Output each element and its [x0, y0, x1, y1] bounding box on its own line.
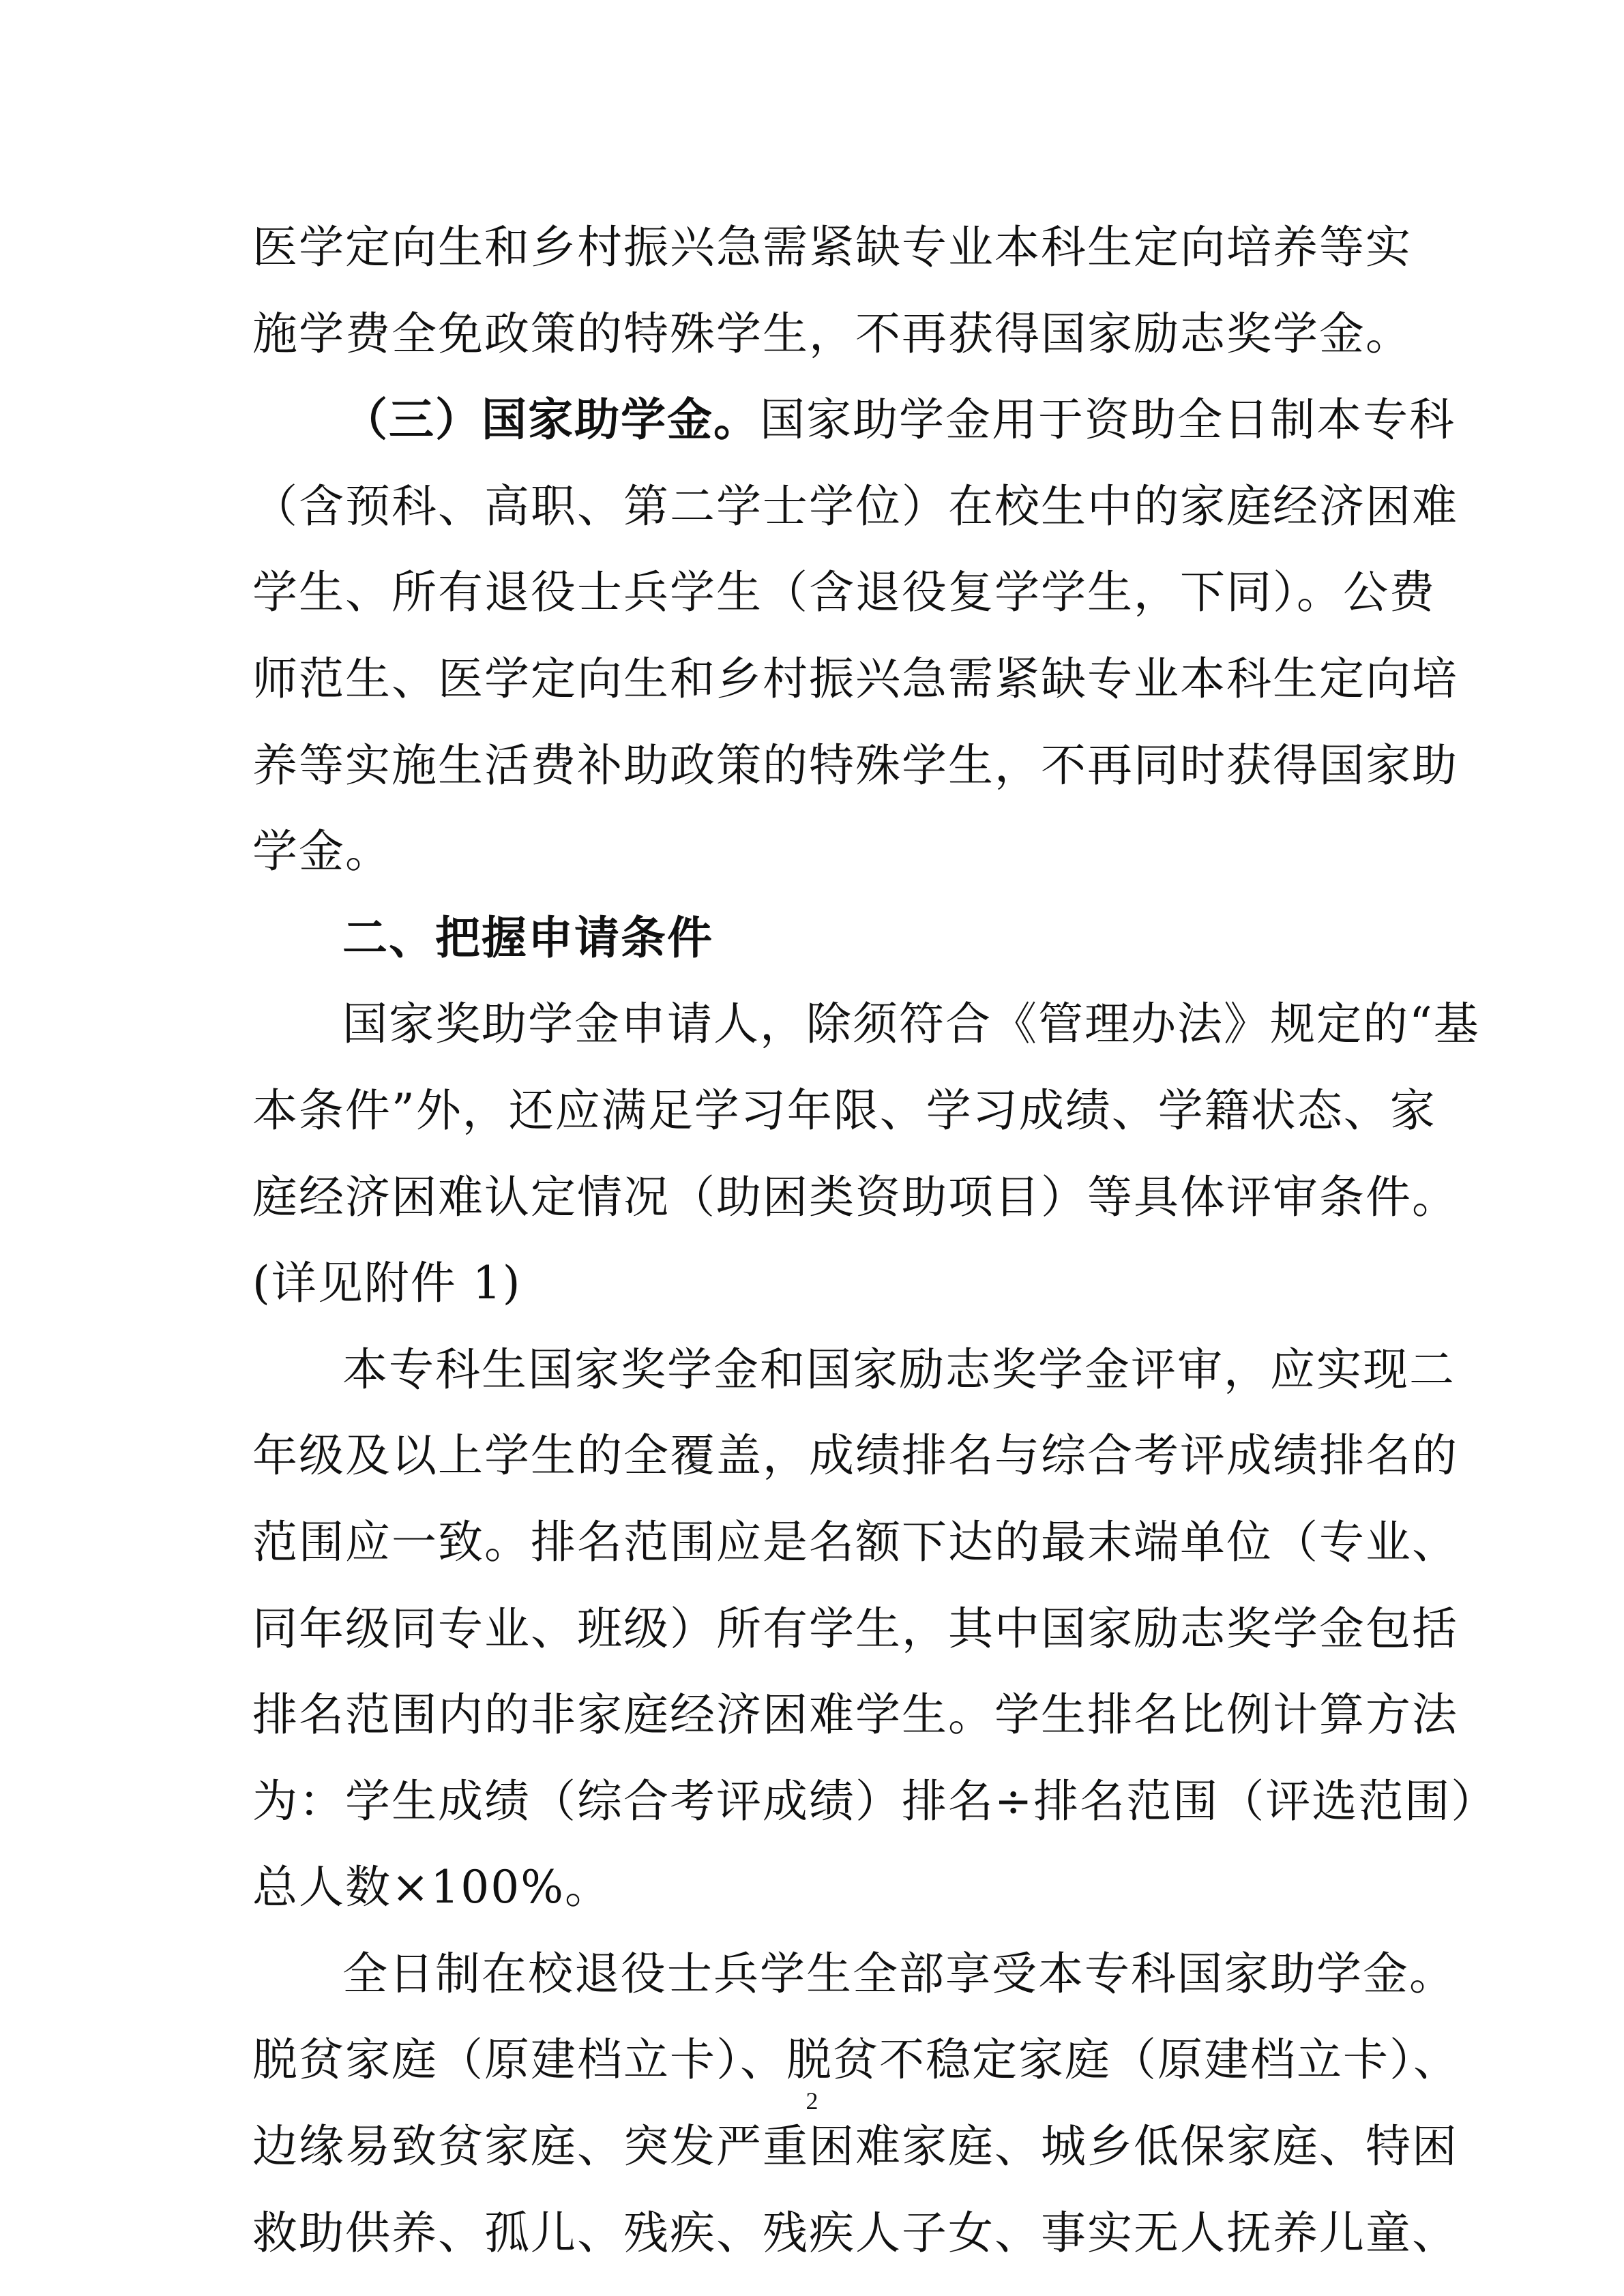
- text-line: 养等实施生活费补助政策的特殊学生，不再同时获得国家助: [252, 739, 1458, 792]
- section-text: 国家助学金用于资助全日制本专科: [760, 393, 1456, 447]
- text-line: 救助供养、孤儿、残疾、残疾人子女、事实无人抚养儿童、: [252, 2206, 1458, 2259]
- paragraph-conditions: [252, 981, 1480, 1326]
- text-line: 边缘易致贫家庭、突发严重困难家庭、城乡低保家庭、特困: [252, 2120, 1458, 2173]
- text-line: 医学定向生和乡村振兴急需紧缺专业本科生定向培养等实: [252, 221, 1412, 273]
- text-line: 总人数×100%。: [252, 1861, 611, 1914]
- text-line: 排名范围内的非家庭经济困难学生。学生排名比例计算方法: [252, 1688, 1458, 1742]
- text-line: 施学费全免政策的特殊学生，不再获得国家励志奖学金。: [252, 307, 1412, 360]
- text-line: 本专科生国家奖学金和国家励志奖学金评审，应实现二: [342, 1343, 1456, 1396]
- text-line: [252, 377, 1456, 464]
- text-line: （含预科、高职、第二学士学位）在校生中的家庭经济困难: [252, 479, 1458, 533]
- text-line: 师范生、医学定向生和乡村振兴急需紧缺专业本科生定向培: [252, 652, 1458, 705]
- text-line: 全日制在校退役士兵学生全部享受本专科国家助学金。: [342, 1947, 1456, 2000]
- text-line: 年级及以上学生的全覆盖，成绩排名与综合考评成绩排名的: [252, 1429, 1458, 1482]
- text-line: 脱贫家庭（原建档立卡）、脱贫不稳定家庭（原建档立卡）、: [252, 2033, 1460, 2087]
- text-line: 学金。: [252, 825, 392, 878]
- section-number: （三）: [342, 393, 482, 447]
- text-line: 为：学生成绩（综合考评成绩）排名÷排名范围（评选范围）: [252, 1774, 1498, 1828]
- body-text: [252, 205, 1498, 2276]
- paragraph-continuation: [252, 205, 1412, 377]
- text-line: 学生、所有退役士兵学生（含退役复学学生，下同）。公费: [252, 566, 1436, 619]
- page-number: 2: [806, 2087, 818, 2115]
- text-line: 国家奖助学金申请人，除须符合《管理办法》规定的“基: [342, 998, 1480, 1051]
- heading-text: 二、把握申请条件: [342, 911, 713, 964]
- text-line: (详见附件 1): [252, 1257, 522, 1310]
- text-line: 本条件”外，还应满足学习年限、学习成绩、学籍状态、家: [252, 1084, 1436, 1137]
- paragraph-grant: [252, 377, 1458, 895]
- section-title: 国家助学金。: [482, 393, 760, 447]
- paragraph-ranking: [252, 1327, 1498, 1931]
- text-line: 同年级同专业、班级）所有学生，其中国家励志奖学金包括: [252, 1602, 1458, 1655]
- text-line: 庭经济困难认定情况（助困类资助项目）等具体评审条件。: [252, 1170, 1458, 1223]
- section-heading: [252, 895, 1385, 982]
- text-line: 范围应一致。排名范围应是名额下达的最末端单位（专业、: [252, 1515, 1458, 1568]
